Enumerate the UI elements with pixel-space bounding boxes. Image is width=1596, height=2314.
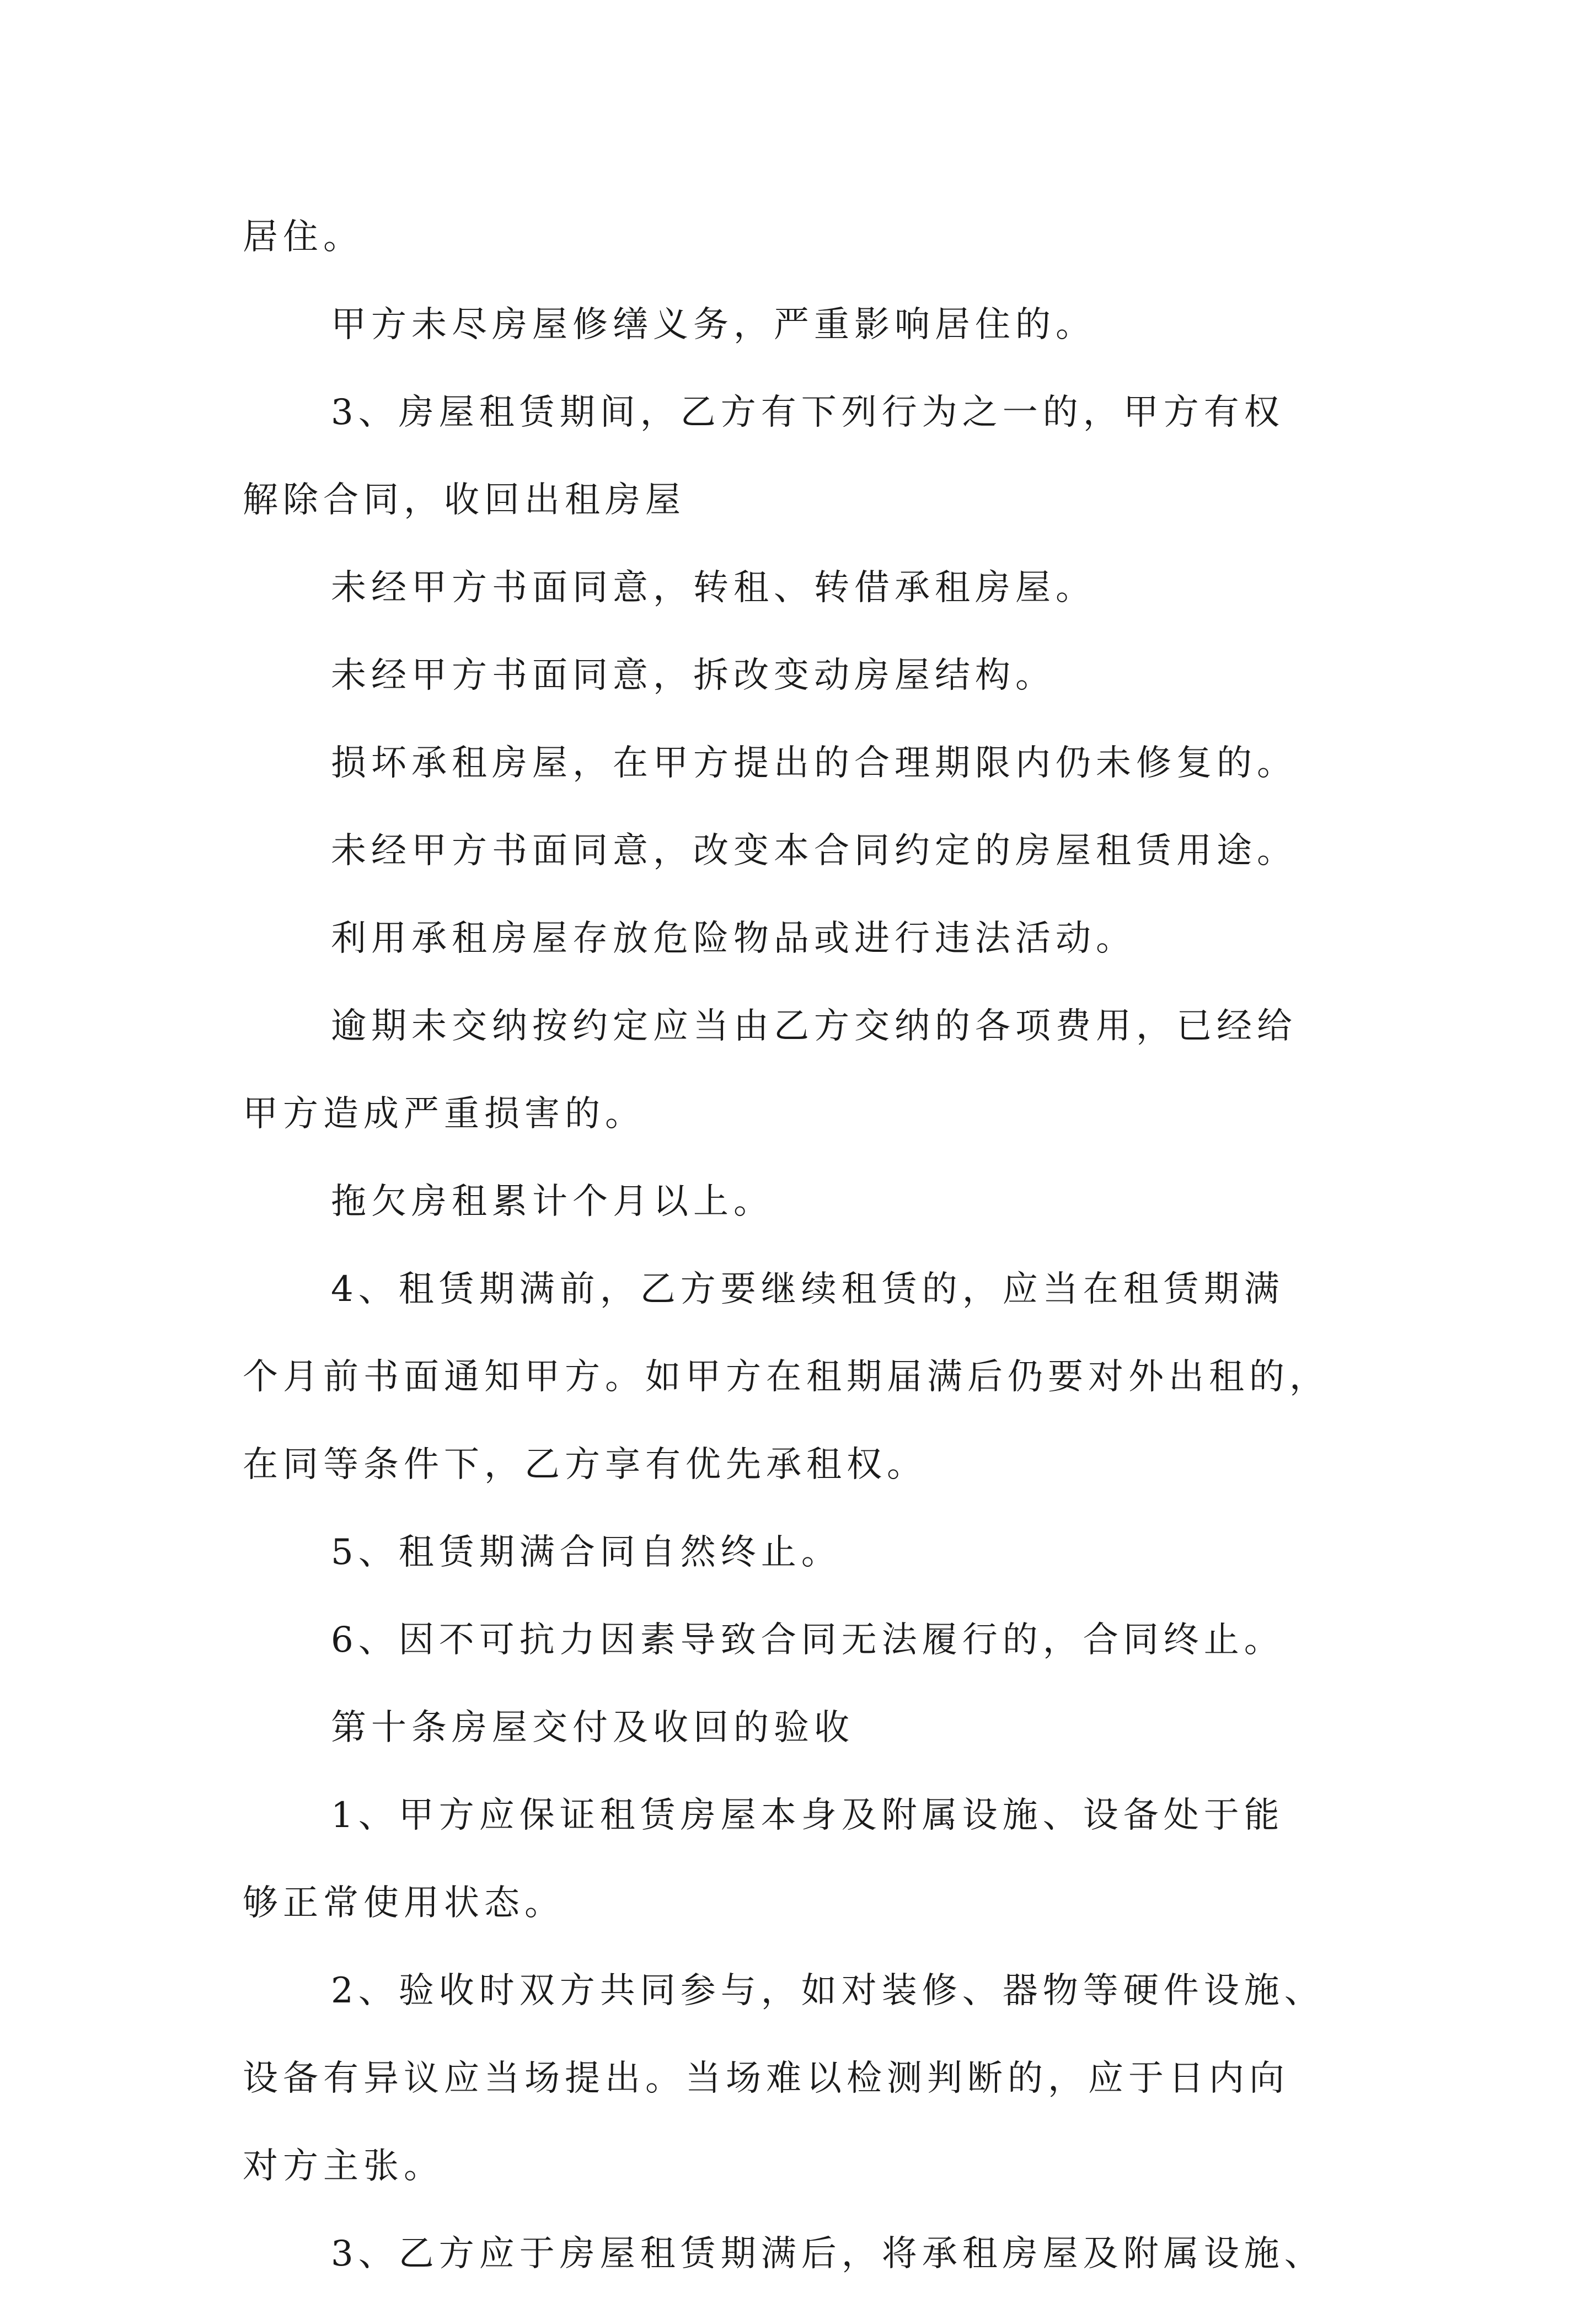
- text-line: 甲方造成严重损害的。: [243, 1094, 645, 1134]
- text-line: 利用承租房屋存放危险物品或进行违法活动。: [331, 918, 1136, 959]
- text-line: 3、房屋租赁期间，乙方有下列行为之一的，甲方有权: [331, 392, 1284, 433]
- text-line: 未经甲方书面同意，转租、转借承租房屋。: [331, 567, 1096, 608]
- text-line: 6、因不可抗力因素导致合同无法履行的，合同终止。: [331, 1620, 1284, 1660]
- text-line: 拖欠房租累计个月以上。: [331, 1181, 774, 1222]
- text-line: 对方主张。: [243, 2146, 444, 2187]
- text-line: 逾期未交纳按约定应当由乙方交纳的各项费用，已经给: [331, 1006, 1297, 1047]
- text-line: 居住。: [243, 217, 363, 258]
- text-line: 损坏承租房屋，在甲方提出的合理期限内仍未修复的。: [331, 743, 1297, 784]
- text-line: 2、验收时双方共同参与，如对装修、器物等硬件设施、: [331, 1970, 1325, 2011]
- text-line: 在同等条件下，乙方享有优先承租权。: [243, 1444, 927, 1485]
- text-line: 5、租赁期满合同自然终止。: [331, 1532, 842, 1573]
- text-line: 第十条房屋交付及收回的验收: [331, 1707, 854, 1748]
- text-line: 3、乙方应于房屋租赁期满后，将承租房屋及附属设施、: [331, 2233, 1325, 2274]
- text-line: 够正常使用状态。: [243, 1883, 565, 1924]
- text-line: 4、租赁期满前，乙方要继续租赁的，应当在租赁期满: [331, 1269, 1284, 1310]
- text-line: 未经甲方书面同意，改变本合同约定的房屋租赁用途。: [331, 831, 1297, 871]
- text-line: 未经甲方书面同意，拆改变动房屋结构。: [331, 655, 1056, 696]
- document-body: [243, 210, 1373, 2314]
- text-line: 解除合同，收回出租房屋: [243, 480, 685, 521]
- text-line: 设备有异议应当场提出。当场难以检测判断的，应于日内向: [243, 2058, 1289, 2099]
- text-line: 个月前书面通知甲方。如甲方在租期届满后仍要对外出租的，: [243, 1357, 1330, 1397]
- text-line: 甲方未尽房屋修缮义务，严重影响居住的。: [331, 304, 1096, 345]
- text-line: 1、甲方应保证租赁房屋本身及附属设施、设备处于能: [331, 1795, 1284, 1836]
